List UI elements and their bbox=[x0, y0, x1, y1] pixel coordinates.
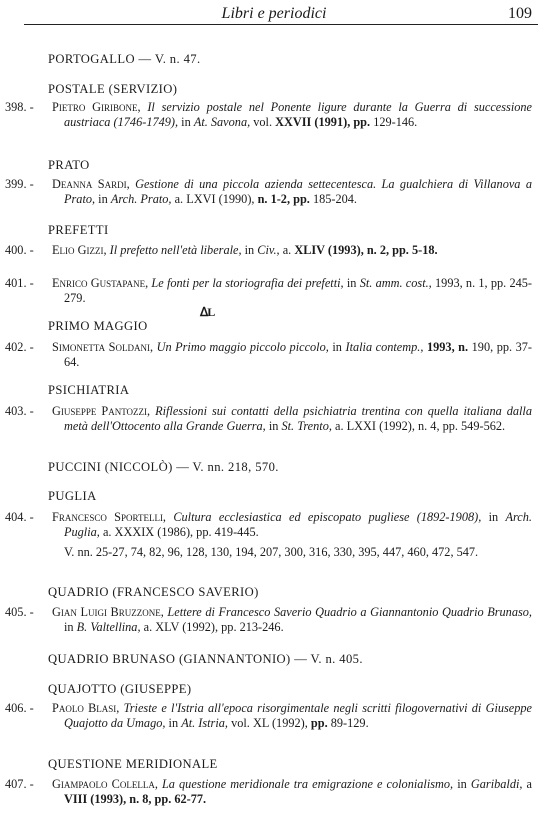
entry-title: Gestione di una piccola azienda settecentesca. La gualchiera di Villanova a Prato, bbox=[64, 177, 532, 206]
entry-title: Lettere di Francesco Saverio Quadrio a Giannantonio Quadrio Brunaso, bbox=[167, 605, 532, 619]
entry-author: Deanna Sardi, bbox=[52, 177, 130, 191]
entry-author: Giampaolo Colella, bbox=[52, 777, 158, 791]
entry-title: Il prefetto nell'età liberale, bbox=[109, 243, 242, 257]
entry-journal: At. Savona, bbox=[193, 115, 251, 129]
entry-journal: St. amm. cost., bbox=[359, 276, 432, 290]
entry-title: Un Primo maggio piccolo piccolo, bbox=[156, 340, 329, 354]
section-heading-postale: POSTALE (SERVIZIO) bbox=[48, 82, 178, 96]
entry-body: Pietro Giribone, Il servizio postale nel Ponente ligure durante la Guerra di successione austriaca (1746-1749), in At. Savona, vol. XXVII (1991), pp. 129-146. bbox=[52, 100, 533, 129]
entry-author: Gian Luigi Bruzzone, bbox=[52, 605, 164, 619]
entry-number: 404. - bbox=[5, 510, 34, 524]
entry-number: 406. - bbox=[5, 701, 34, 715]
see-also-references: V. nn. 25-27, 74, 82, 96, 128, 130, 194, 207, 300, 316, 330, 395, 447, 460, 472, 547. bbox=[64, 545, 479, 559]
section-heading-prato: PRATO bbox=[48, 158, 90, 172]
header-rule bbox=[24, 24, 538, 25]
entry-number: 401. - bbox=[5, 276, 34, 290]
entry-journal: B. Valtellina, bbox=[76, 620, 141, 634]
entry-number: 407. - bbox=[5, 777, 34, 791]
entry-title: La questione meridionale tra emigrazione e colonialismo, bbox=[161, 777, 454, 791]
entry-number: 402. - bbox=[5, 340, 34, 354]
page-number: 109 bbox=[508, 5, 532, 22]
entry-author: Pietro Giribone, bbox=[52, 100, 141, 114]
entry-body: Giuseppe Pantozzi, Riflessioni sui contatti della psichiatria trentina con quella italiana dalla metà dell'Ottocento alla Grande Guerra, in St. Trento, a. LXXI (1992), n. 4, pp. 549-562. bbox=[52, 404, 532, 433]
entry-number: 398. - bbox=[5, 100, 34, 114]
running-title: Libri e periodici bbox=[221, 5, 327, 22]
entry-body: Paolo Blasi, Trieste e l'Istria all'epoca risorgimentale negli scritti filogovernativi di Giuseppe Quajotto da Umago, in At. Istria, vol. XL (1992), pp. 89-129. bbox=[52, 701, 533, 730]
entry-author: Simonetta Soldani, bbox=[52, 340, 154, 354]
entry-body: Elio Gizzi, Il prefetto nell'età liberale, in Civ., a. XLIV (1993), n. 2, pp. 5-18. bbox=[52, 243, 438, 257]
entry-body: Simonetta Soldani, Un Primo maggio piccolo piccolo, in Italia contemp., 1993, n. 190, pp. 37-64. bbox=[52, 340, 532, 369]
entry-body: Deanna Sardi, Gestione di una piccola azienda settecentesca. La gualchiera di Villanova a Prato, in Arch. Prato, a. LXVI (1990), n. 1-2, pp. 185-204. bbox=[52, 177, 532, 206]
entry-title: Il servizio postale nel Ponente ligure durante la Guerra di successione austriaca (1746-1749), bbox=[64, 100, 533, 129]
entry-journal: Garibaldi, bbox=[470, 777, 523, 791]
section-heading-quajotto: QUAJOTTO (GIUSEPPE) bbox=[48, 682, 192, 696]
entry-number: 400. - bbox=[5, 243, 34, 257]
entry-title: Riflessioni sui contatti della psichiatria trentina con quella italiana dalla metà dell'Ottocento alla Grande Guerra, bbox=[64, 404, 532, 433]
entry-title: Trieste e l'Istria all'epoca risorgimentale negli scritti filogovernativi di Giuseppe Quajotto da Umago, bbox=[64, 701, 533, 730]
entry-body: Enrico Gustapane, Le fonti per la storiografia dei prefetti, in St. amm. cost., 1993, n. 1, pp. 245-279. bbox=[52, 276, 533, 305]
entry-journal: Italia contemp., bbox=[345, 340, 424, 354]
section-heading-quadrio: QUADRIO (FRANCESCO SAVERIO) bbox=[48, 585, 259, 599]
entry-journal: St. Trento, bbox=[281, 419, 332, 433]
entry-journal: Civ., bbox=[257, 243, 280, 257]
section-heading-questione-meridionale: QUESTIONE MERIDIONALE bbox=[48, 757, 218, 771]
entry-title: Le fonti per la storiografia dei prefetti, bbox=[151, 276, 344, 290]
entry-title: Cultura ecclesiastica ed episcopato pugliese (1892-1908), bbox=[173, 510, 482, 524]
entry-author: Paolo Blasi, bbox=[52, 701, 120, 715]
entry-journal: Arch. Puglia, bbox=[64, 510, 532, 539]
entry-author: Elio Gizzi, bbox=[52, 243, 107, 257]
entry-body: Gian Luigi Bruzzone, Lettere di Francesco Saverio Quadrio a Giannantonio Quadrio Brunaso, in B. Valtellina, a. XLV (1992), pp. 213-246. bbox=[52, 605, 532, 634]
entry-author: Francesco Sportelli, bbox=[52, 510, 167, 524]
stray-print-mark: ⵠL bbox=[200, 305, 215, 319]
entry-journal: Arch. Prato, bbox=[110, 192, 172, 206]
section-heading-primo-maggio: PRIMO MAGGIO bbox=[48, 319, 148, 333]
entry-journal: At. Istria, bbox=[181, 716, 228, 730]
entry-number: 399. - bbox=[5, 177, 34, 191]
section-heading-portogallo: PORTOGALLO — V. n. 47. bbox=[48, 52, 201, 66]
entry-author: Giuseppe Pantozzi, bbox=[52, 404, 151, 418]
entry-author: Enrico Gustapane, bbox=[52, 276, 149, 290]
section-heading-quadrio-brunaso: QUADRIO BRUNASO (GIANNANTONIO) — V. n. 405. bbox=[48, 652, 363, 666]
entry-body: Francesco Sportelli, Cultura ecclesiastica ed episcopato pugliese (1892-1908), in Arch. Puglia, a. XXXIX (1986), pp. 419-445. bbox=[52, 510, 532, 539]
section-heading-psichiatria: PSICHIATRIA bbox=[48, 383, 130, 397]
section-heading-prefetti: PREFETTI bbox=[48, 223, 109, 237]
entry-number: 405. - bbox=[5, 605, 34, 619]
page-header bbox=[24, 2, 538, 28]
section-heading-puccini: PUCCINI (NICCOLÒ) — V. nn. 218, 570. bbox=[48, 460, 279, 474]
section-heading-puglia: PUGLIA bbox=[48, 489, 97, 503]
entry-body: Giampaolo Colella, La questione meridionale tra emigrazione e colonialismo, in Garibaldi, a VIII (1993), n. 8, pp. 62-77. bbox=[52, 777, 533, 806]
entry-number: 403. - bbox=[5, 404, 34, 418]
